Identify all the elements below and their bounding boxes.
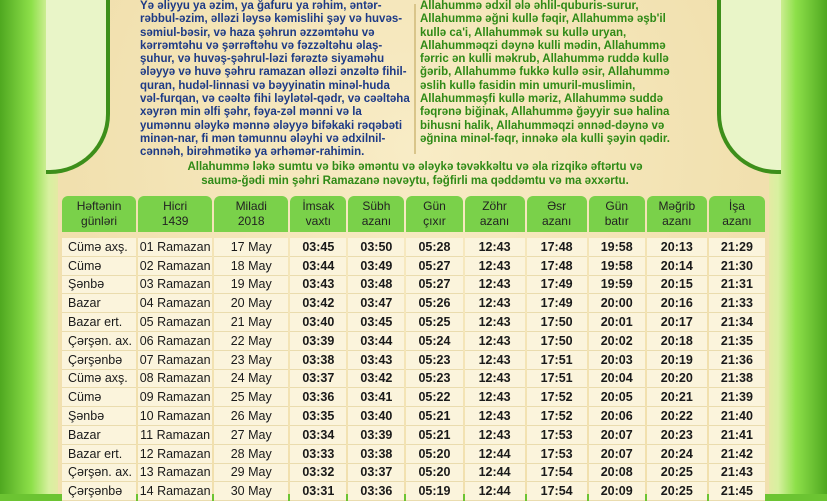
table-cell: 03:41 bbox=[348, 388, 404, 407]
table-row bbox=[62, 257, 765, 276]
table-cell: 05:21 bbox=[406, 407, 462, 426]
arch-ornament-right bbox=[717, 0, 781, 174]
table-cell: 12:43 bbox=[465, 276, 525, 295]
table-cell: 20:04 bbox=[589, 370, 645, 389]
table-cell: Cümə axş. bbox=[62, 238, 136, 257]
column-header: Gün çıxır bbox=[406, 196, 462, 232]
table-cell: 12:43 bbox=[465, 238, 525, 257]
table-cell: Bazar ert. bbox=[62, 313, 136, 332]
table-cell: 08 Ramazan bbox=[138, 370, 212, 389]
table-cell: 17:48 bbox=[527, 257, 587, 276]
table-cell: 07 Ramazan bbox=[138, 351, 212, 370]
table-cell: 20:14 bbox=[647, 257, 707, 276]
table-cell: Çərşən. ax. bbox=[62, 332, 136, 351]
table-cell: 10 Ramazan bbox=[138, 407, 212, 426]
table-cell: 17:53 bbox=[527, 426, 587, 445]
table-cell: 21:40 bbox=[709, 407, 765, 426]
table-cell: 17 May bbox=[214, 238, 288, 257]
table-cell: 03:44 bbox=[348, 332, 404, 351]
table-cell: 20:02 bbox=[589, 332, 645, 351]
table-cell: 20:13 bbox=[647, 238, 707, 257]
table-cell: 01 Ramazan bbox=[138, 238, 212, 257]
table-cell: 20:07 bbox=[589, 445, 645, 464]
table-cell: 03:39 bbox=[348, 426, 404, 445]
column-header: İmsak vaxtı bbox=[290, 196, 346, 232]
table-cell: 20:09 bbox=[589, 482, 645, 501]
table-cell: 12:43 bbox=[465, 313, 525, 332]
table-cell: 19 May bbox=[214, 276, 288, 295]
table-cell: 21:38 bbox=[709, 370, 765, 389]
table-cell: 13 Ramazan bbox=[138, 464, 212, 483]
table-cell: 03:36 bbox=[290, 388, 346, 407]
table-cell: 03:33 bbox=[290, 445, 346, 464]
table-row bbox=[62, 351, 765, 370]
table-row bbox=[62, 332, 765, 351]
table-cell: 17:51 bbox=[527, 351, 587, 370]
table-cell: 17:54 bbox=[527, 482, 587, 501]
table-cell: Çərşənbə bbox=[62, 482, 136, 501]
table-cell: 09 Ramazan bbox=[138, 388, 212, 407]
table-cell: 20:21 bbox=[647, 388, 707, 407]
table-row bbox=[62, 238, 765, 257]
table-cell: 03:42 bbox=[290, 294, 346, 313]
table-cell: 20:19 bbox=[647, 351, 707, 370]
table-cell: 21:43 bbox=[709, 464, 765, 483]
column-header: İşa azanı bbox=[709, 196, 765, 232]
table-cell: 12:43 bbox=[465, 351, 525, 370]
table-row bbox=[62, 388, 765, 407]
table-cell: 03:37 bbox=[348, 464, 404, 483]
table-cell: 12:44 bbox=[465, 445, 525, 464]
table-cell: 17:51 bbox=[527, 370, 587, 389]
table-cell: 17:52 bbox=[527, 388, 587, 407]
table-row bbox=[62, 426, 765, 445]
table-cell: 22 May bbox=[214, 332, 288, 351]
table-cell: 17:50 bbox=[527, 313, 587, 332]
table-cell: 21:39 bbox=[709, 388, 765, 407]
table-cell: Çərşənbə bbox=[62, 351, 136, 370]
table-cell: 12:43 bbox=[465, 426, 525, 445]
table-cell: 20:24 bbox=[647, 445, 707, 464]
column-header: Həftənin günləri bbox=[62, 196, 136, 232]
table-cell: 05:25 bbox=[406, 313, 462, 332]
table-cell: 03:43 bbox=[348, 351, 404, 370]
table-cell: 20:07 bbox=[589, 426, 645, 445]
table-cell: 20:08 bbox=[589, 464, 645, 483]
table-cell: 12:43 bbox=[465, 257, 525, 276]
prayer-text-right: Allahummə ədxil ələ əhlil-quburis-surur, Allahummə əğni kullə fəqir, Allahummə əşb'il kullə ca'i, Allahummək su kullə uryan, Allahumməqzi dəynə kulli mədin, Allahummə fərric ən kulli məkrub, Allahummə ruddə kullə ğərib, Allahummə fukkə kullə əsir, Allahummə əslih kullə fasidin min umuril-muslimin, Allahumməşfi kullə məriz, Allahummə suddə fəqrənə biğinak, Allahummə ğəyyir suə halina bihusni halik, Allahumməqzi ənnəd-dəynə və əğnina minəl-fəqr, innəkə əla kulli şəyin qədir. bbox=[420, 0, 670, 145]
table-cell: 23 May bbox=[214, 351, 288, 370]
table-cell: 21:45 bbox=[709, 482, 765, 501]
table-cell: 20:00 bbox=[589, 294, 645, 313]
table-cell: 17:49 bbox=[527, 276, 587, 295]
ramadan-timetable bbox=[60, 196, 767, 501]
table-cell: 03:36 bbox=[348, 482, 404, 501]
table-row bbox=[62, 370, 765, 389]
table-cell: 12:43 bbox=[465, 294, 525, 313]
column-header: Hicri 1439 bbox=[138, 196, 212, 232]
table-cell: 18 May bbox=[214, 257, 288, 276]
table-row bbox=[62, 482, 765, 501]
table-cell: 20:16 bbox=[647, 294, 707, 313]
table-cell: 03:48 bbox=[348, 276, 404, 295]
table-cell: Bazar bbox=[62, 294, 136, 313]
table-cell: 20:25 bbox=[647, 464, 707, 483]
table-cell: 03:45 bbox=[290, 238, 346, 257]
table-cell: 21:41 bbox=[709, 426, 765, 445]
table-cell: 05:22 bbox=[406, 388, 462, 407]
table-cell: 04 Ramazan bbox=[138, 294, 212, 313]
table-cell: 03:32 bbox=[290, 464, 346, 483]
table-cell: 03:45 bbox=[348, 313, 404, 332]
table-cell: 17:53 bbox=[527, 445, 587, 464]
table-cell: 24 May bbox=[214, 370, 288, 389]
table-cell: Bazar ert. bbox=[62, 445, 136, 464]
table-cell: 20 May bbox=[214, 294, 288, 313]
table-cell: 20:15 bbox=[647, 276, 707, 295]
table-cell: 12:43 bbox=[465, 332, 525, 351]
table-cell: 12:43 bbox=[465, 370, 525, 389]
table-cell: 20:22 bbox=[647, 407, 707, 426]
table-cell: 03:49 bbox=[348, 257, 404, 276]
table-cell: 25 May bbox=[214, 388, 288, 407]
table-cell: 03 Ramazan bbox=[138, 276, 212, 295]
table-cell: 14 Ramazan bbox=[138, 482, 212, 501]
table-cell: 03:47 bbox=[348, 294, 404, 313]
table-cell: 05 Ramazan bbox=[138, 313, 212, 332]
table-cell: 21:34 bbox=[709, 313, 765, 332]
table-cell: 21:33 bbox=[709, 294, 765, 313]
table-cell: 05:19 bbox=[406, 482, 462, 501]
table-cell: Cümə axş. bbox=[62, 370, 136, 389]
table-cell: Çərşən. ax. bbox=[62, 464, 136, 483]
table-cell: 17:48 bbox=[527, 238, 587, 257]
table-cell: 02 Ramazan bbox=[138, 257, 212, 276]
table-cell: 19:59 bbox=[589, 276, 645, 295]
column-header: Məğrib azanı bbox=[647, 196, 707, 232]
table-cell: 20:05 bbox=[589, 388, 645, 407]
table-cell: 03:43 bbox=[290, 276, 346, 295]
table-cell: 21:36 bbox=[709, 351, 765, 370]
table-cell: Bazar bbox=[62, 426, 136, 445]
table-cell: 03:38 bbox=[348, 445, 404, 464]
table-cell: 21:29 bbox=[709, 238, 765, 257]
table-cell: 03:38 bbox=[290, 351, 346, 370]
table-cell: Cümə bbox=[62, 257, 136, 276]
table-cell: 21:42 bbox=[709, 445, 765, 464]
table-cell: 03:34 bbox=[290, 426, 346, 445]
column-header: Əsr azanı bbox=[527, 196, 587, 232]
table-cell: 03:42 bbox=[348, 370, 404, 389]
table-cell: 21:35 bbox=[709, 332, 765, 351]
table-cell: 03:39 bbox=[290, 332, 346, 351]
table-cell: 20:03 bbox=[589, 351, 645, 370]
table-row bbox=[62, 464, 765, 483]
table-cell: 27 May bbox=[214, 426, 288, 445]
table-cell: 12:44 bbox=[465, 464, 525, 483]
table-cell: 06 Ramazan bbox=[138, 332, 212, 351]
table-cell: 20:23 bbox=[647, 426, 707, 445]
table-row bbox=[62, 445, 765, 464]
table-cell: 17:49 bbox=[527, 294, 587, 313]
table-cell: 05:26 bbox=[406, 294, 462, 313]
table-cell: 20:01 bbox=[589, 313, 645, 332]
table-cell: 20:25 bbox=[647, 482, 707, 501]
column-header: Zöhr azanı bbox=[465, 196, 525, 232]
table-cell: 12:44 bbox=[465, 482, 525, 501]
table-row bbox=[62, 294, 765, 313]
table-cell: 03:40 bbox=[290, 313, 346, 332]
table-cell: 05:20 bbox=[406, 464, 462, 483]
table-row bbox=[62, 313, 765, 332]
table-cell: 12 Ramazan bbox=[138, 445, 212, 464]
table-cell: 30 May bbox=[214, 482, 288, 501]
table-cell: 03:40 bbox=[348, 407, 404, 426]
table-cell: 21:30 bbox=[709, 257, 765, 276]
table-cell: 19:58 bbox=[589, 238, 645, 257]
table-cell: 05:23 bbox=[406, 370, 462, 389]
table-cell: 20:20 bbox=[647, 370, 707, 389]
table-cell: Şənbə bbox=[62, 407, 136, 426]
table-cell: 12:43 bbox=[465, 407, 525, 426]
table-cell: 05:24 bbox=[406, 332, 462, 351]
prayer-divider bbox=[414, 4, 416, 154]
column-header: Gün batır bbox=[589, 196, 645, 232]
table-header-row bbox=[62, 196, 765, 232]
table-cell: 26 May bbox=[214, 407, 288, 426]
table-cell: 12:43 bbox=[465, 388, 525, 407]
table-cell: 03:31 bbox=[290, 482, 346, 501]
table-row bbox=[62, 407, 765, 426]
table-cell: 03:37 bbox=[290, 370, 346, 389]
table-row bbox=[62, 276, 765, 295]
table-cell: 03:35 bbox=[290, 407, 346, 426]
column-header: Sübh azanı bbox=[348, 196, 404, 232]
column-header: Miladi 2018 bbox=[214, 196, 288, 232]
table-cell: 05:27 bbox=[406, 257, 462, 276]
table-cell: 05:23 bbox=[406, 351, 462, 370]
table-cell: 17:54 bbox=[527, 464, 587, 483]
table-cell: 28 May bbox=[214, 445, 288, 464]
table-cell: 21:31 bbox=[709, 276, 765, 295]
table-cell: 03:50 bbox=[348, 238, 404, 257]
table-cell: Cümə bbox=[62, 388, 136, 407]
table-cell: 03:44 bbox=[290, 257, 346, 276]
table-cell: 20:17 bbox=[647, 313, 707, 332]
table-cell: Şənbə bbox=[62, 276, 136, 295]
table-cell: 20:06 bbox=[589, 407, 645, 426]
table-cell: 05:27 bbox=[406, 276, 462, 295]
table-cell: 05:20 bbox=[406, 445, 462, 464]
table-cell: 29 May bbox=[214, 464, 288, 483]
table-cell: 05:21 bbox=[406, 426, 462, 445]
table-cell: 20:18 bbox=[647, 332, 707, 351]
table-cell: 17:52 bbox=[527, 407, 587, 426]
prayer-text-left: Yə əliyyu ya əzim, ya ğafuru ya rəhim, əntər- rəbbul-əzim, əlləzi ləysə kəmislihi şəy və huvəs- səmiul-bəsir, və haza şəhrun əzzəmtəhu və kərrəmtəhu və şərrəftəhu və fəzzəltəhu əlaş- şuhur, və huvəş-şəhrul-ləzi fərəztə siyaməhu ələyyə və huvə şəhru ramazan əlləzi ənzəltə fihil- quran, hudəl-linnasi və bəyyinatin minəl-huda vəl-furqan, və cəəltə fihi ləylətəl-qədr, və cəəltəha xəyrən min əlfi şəhr, fəya-zəl mənni və la yumənnu ələykə mənnə ələyyə bifəkaki rəqəbəti minən-nar, fi mən təmunnu ələyhi və ədxilnil- cənnəh, birəhmətikə ya ərhəmər-rahimin. bbox=[140, 0, 410, 159]
table-cell: 19:58 bbox=[589, 257, 645, 276]
table-cell: 11 Ramazan bbox=[138, 426, 212, 445]
table-cell: 05:28 bbox=[406, 238, 462, 257]
table-cell: 17:50 bbox=[527, 332, 587, 351]
table-cell: 21 May bbox=[214, 313, 288, 332]
iftar-prayer-text: Allahummə ləkə sumtu və bikə əməntu və ələykə təvəkkəltu və əla rizqikə əftərtu və saumə-ğədi min şəhri Ramazanə nəvəytu, fəğfirli ma qəddəmtu və ma əxxərtu. bbox=[187, 161, 643, 187]
